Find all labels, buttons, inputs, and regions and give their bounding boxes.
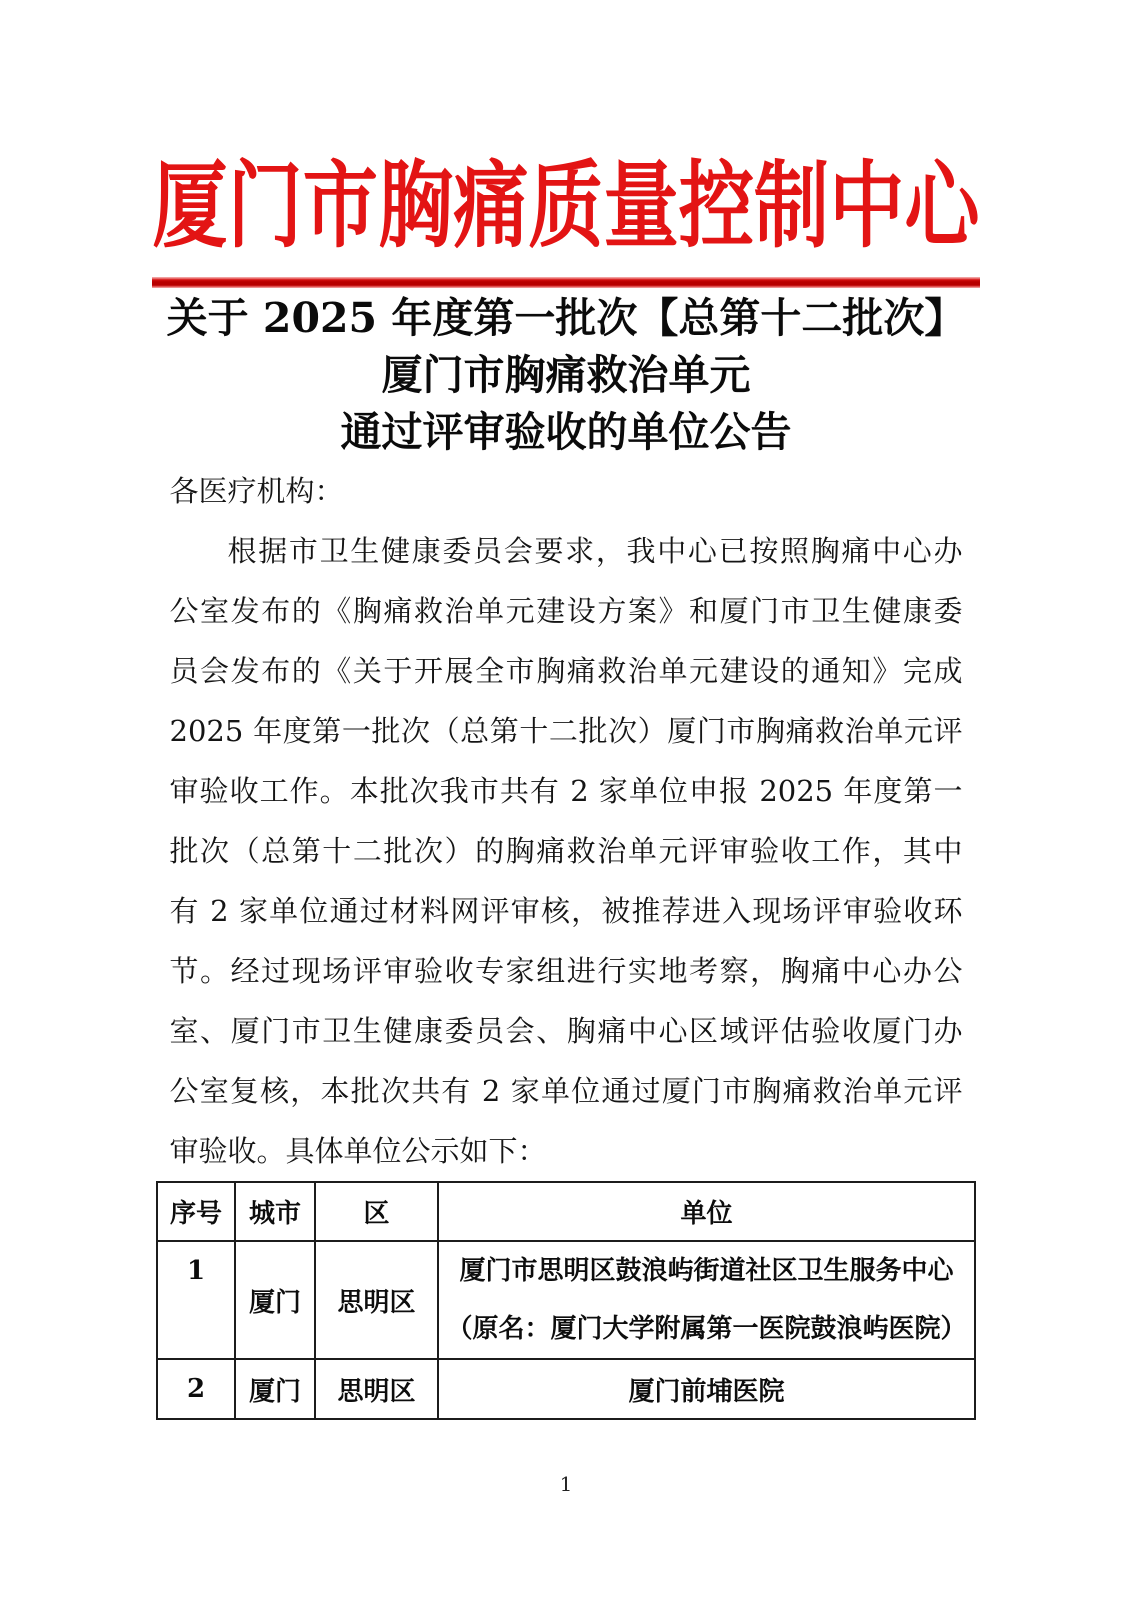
paragraph-line: 有 2 家单位通过材料网评审核，被推荐进入现场评审验收环 bbox=[169, 894, 963, 928]
cell-no-text: 1 bbox=[186, 1256, 206, 1286]
paragraph-line: 节。经过现场评审验收专家组进行实地考察，胸痛中心办公 bbox=[169, 954, 963, 988]
cell-district: 思明区 bbox=[315, 1359, 438, 1419]
approved-units-table bbox=[156, 1181, 976, 1420]
page-number: 1 bbox=[559, 1472, 573, 1496]
unit-name-line: 厦门市思明区鼓浪屿街道社区卫生服务中心 bbox=[459, 1256, 954, 1286]
salutation: 各医疗机构： bbox=[169, 474, 344, 508]
unit-former-name-line: （原名：厦门大学附属第一医院鼓浪屿医院） bbox=[446, 1314, 967, 1344]
cell-no bbox=[157, 1241, 235, 1359]
column-header-no: 序号 bbox=[157, 1182, 235, 1241]
table-header-row bbox=[157, 1182, 975, 1241]
column-header-district: 区 bbox=[315, 1182, 438, 1241]
heading-line-2: 厦门市胸痛救治单元 bbox=[381, 351, 751, 399]
cell-city: 厦门 bbox=[235, 1241, 315, 1359]
document-heading bbox=[0, 290, 1132, 461]
paragraph-line: 公室复核，本批次共有 2 家单位通过厦门市胸痛救治单元评 bbox=[169, 1074, 963, 1108]
paragraph-line: 员会发布的《关于开展全市胸痛救治单元建设的通知》完成 bbox=[169, 654, 963, 688]
paragraph-line: 审验收。具体单位公示如下： bbox=[169, 1134, 547, 1168]
heading-line-1: 关于 2025 年度第一批次【总第十二批次】 bbox=[166, 294, 966, 342]
letterhead-title-text: 厦门市胸痛质量控制中心 bbox=[152, 151, 980, 261]
column-header-unit: 单位 bbox=[438, 1182, 975, 1241]
body-text bbox=[170, 461, 963, 1181]
paragraph-line: 2025 年度第一批次（总第十二批次）厦门市胸痛救治单元评 bbox=[169, 714, 963, 748]
cell-city: 厦门 bbox=[235, 1359, 315, 1419]
paragraph-line: 根据市卫生健康委员会要求，我中心已按照胸痛中心办 bbox=[227, 534, 963, 568]
paragraph-line: 审验收工作。本批次我市共有 2 家单位申报 2025 年度第一 bbox=[169, 774, 963, 808]
paragraph-line: 批次（总第十二批次）的胸痛救治单元评审验收工作，其中 bbox=[169, 834, 963, 868]
table-row bbox=[157, 1359, 975, 1419]
letterhead-rule bbox=[152, 277, 980, 288]
cell-unit bbox=[438, 1241, 975, 1359]
letterhead-title bbox=[0, 150, 1132, 262]
column-header-city: 城市 bbox=[235, 1182, 315, 1241]
table-row bbox=[157, 1241, 975, 1359]
cell-district: 思明区 bbox=[315, 1241, 438, 1359]
cell-unit: 厦门前埔医院 bbox=[438, 1359, 975, 1419]
cell-no: 2 bbox=[157, 1359, 235, 1419]
paragraph-line: 公室发布的《胸痛救治单元建设方案》和厦门市卫生健康委 bbox=[169, 594, 963, 628]
heading-line-3: 通过评审验收的单位公告 bbox=[340, 408, 792, 456]
paragraph-line: 室、厦门市卫生健康委员会、胸痛中心区域评估验收厦门办 bbox=[169, 1014, 963, 1048]
